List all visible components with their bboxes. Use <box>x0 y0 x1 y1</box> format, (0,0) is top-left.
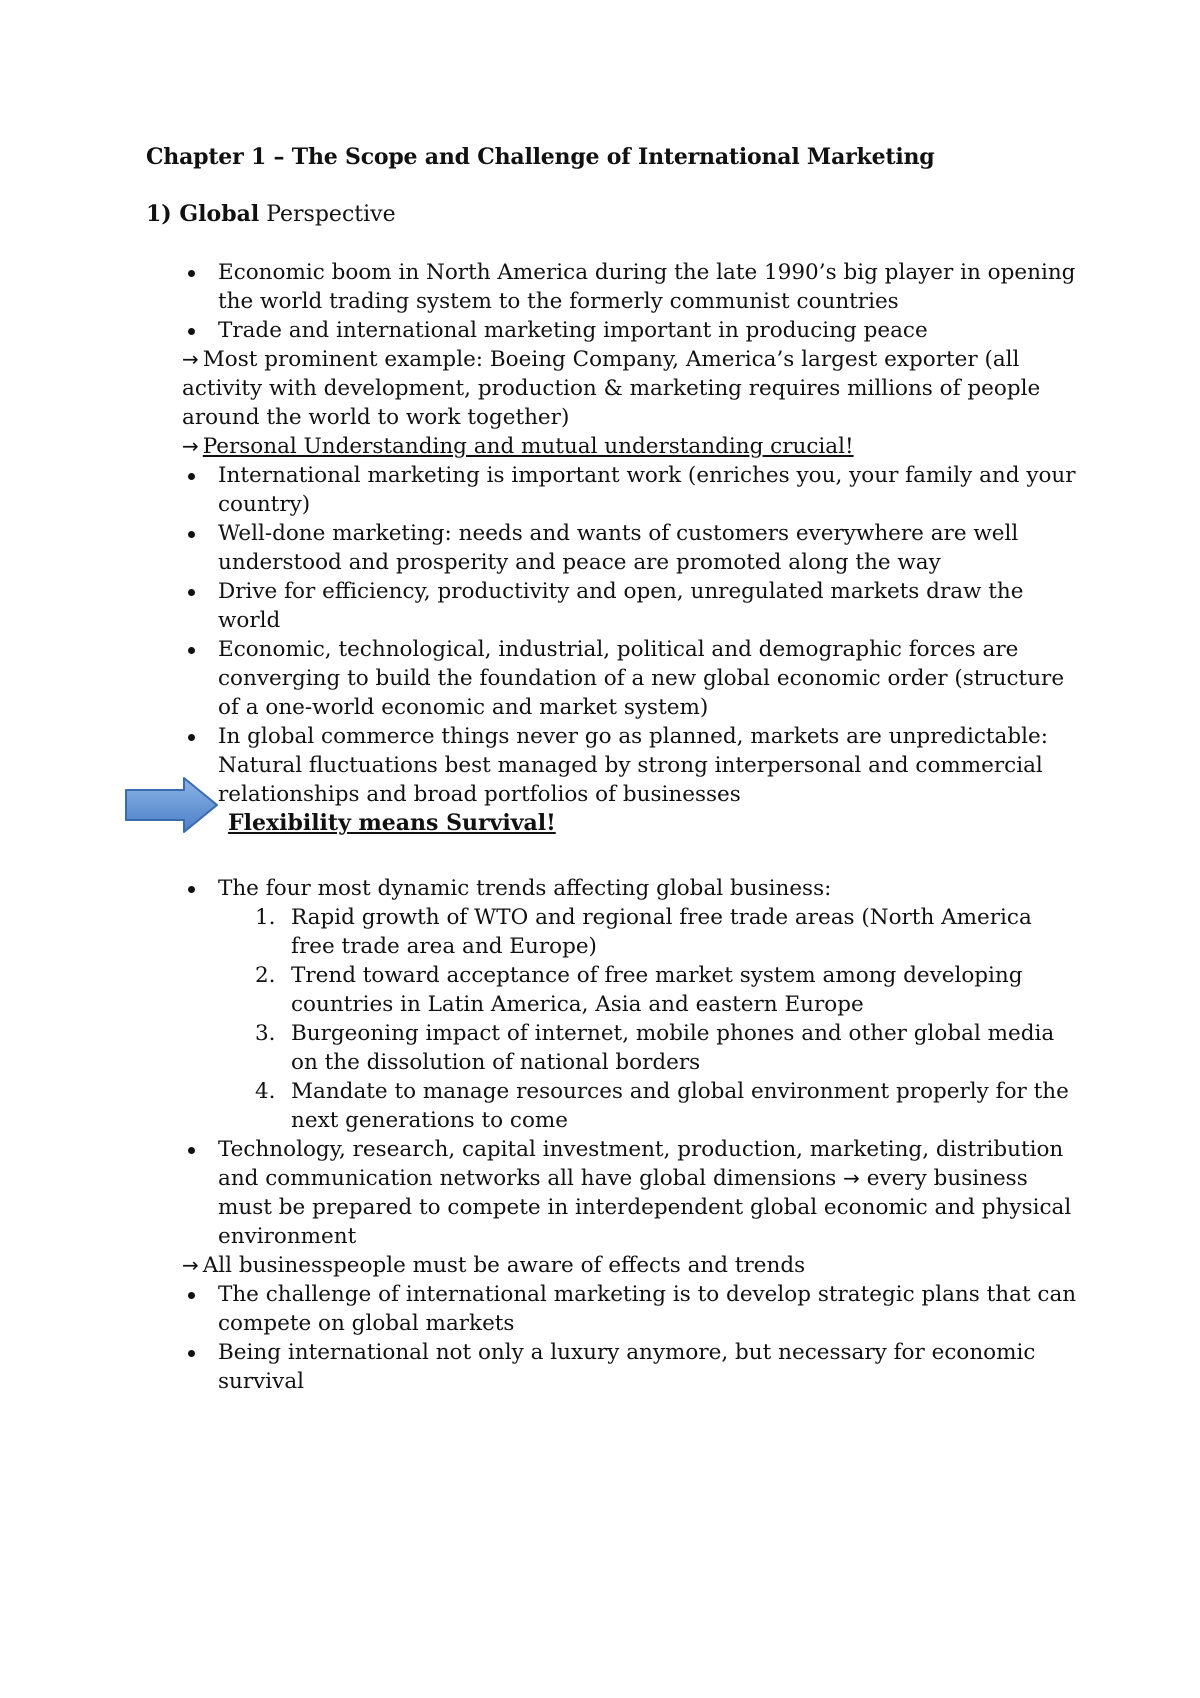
list-item-text: Drive for efficiency, productivity and open, unregulated markets draw the world <box>218 579 1024 633</box>
bullet-icon <box>188 647 195 654</box>
list-item-text: In global commerce things never go as planned, markets are unpredictable: Natural fluctuations best managed by strong interpersonal and commercial relationships and broad portfolios of businesses <box>218 724 1048 807</box>
bullet-icon <box>188 531 195 538</box>
list-item <box>182 635 1082 722</box>
list-item-text: Being international not only a luxury anymore, but necessary for economic survival <box>218 1340 1036 1394</box>
block-arrow-icon <box>124 776 220 834</box>
list-item-text: Well-done marketing: needs and wants of customers everywhere are well understood and prosperity and peace are promoted along the way <box>218 521 1019 575</box>
list-item <box>182 461 1082 519</box>
right-arrow-icon: → <box>843 1166 860 1190</box>
numbered-item <box>182 961 1082 1019</box>
section-number: 1) Global <box>146 201 260 227</box>
list-item-text: Economic boom in North America during the late 1990’s big player in opening the world trading system to the formerly communist countries <box>218 260 1076 314</box>
list-item <box>182 874 1082 903</box>
bullet-icon <box>188 1292 195 1299</box>
right-arrow-icon: → <box>182 347 199 371</box>
numbered-item-text: Burgeoning impact of internet, mobile phones and other global media on the dissolution of national borders <box>291 1021 1055 1075</box>
trends-list <box>182 874 1082 1396</box>
item-number: 3. <box>255 1021 276 1046</box>
flexibility-heading: Flexibility means Survival! <box>228 810 556 836</box>
list-item <box>182 258 1082 316</box>
numbered-item <box>182 1019 1082 1077</box>
list-item <box>182 1338 1082 1396</box>
list-item-text: Technology, research, capital investment, production, marketing, distribution and communication networks all have global dimensions <box>218 1137 1064 1191</box>
bullet-icon <box>188 1350 195 1357</box>
list-item-text: Economic, technological, industrial, political and demographic forces are converging to build the foundation of a new global economic order (structure of a one-world economic and market system) <box>218 637 1065 720</box>
bullet-icon <box>188 734 195 741</box>
list-item-text: The four most dynamic trends affecting global business: <box>218 876 832 901</box>
arrow-note-text: All businesspeople must be aware of effects and trends <box>202 1253 806 1278</box>
list-item <box>182 316 1082 345</box>
list-item <box>182 722 1082 809</box>
bullet-icon <box>188 1147 195 1154</box>
section-name: Perspective <box>259 202 396 227</box>
list-item <box>182 1280 1082 1338</box>
numbered-item-text: Rapid growth of WTO and regional free trade areas (North America free trade area and Europe) <box>291 905 1032 959</box>
item-number: 2. <box>255 963 276 988</box>
item-number: 4. <box>255 1079 276 1104</box>
right-arrow-icon: → <box>182 434 199 458</box>
list-item <box>182 1135 1082 1251</box>
bullet-icon <box>188 886 195 893</box>
item-number: 1. <box>255 905 276 930</box>
arrow-note-text: Most prominent example: Boeing Company, America’s largest exporter (all activity with development, production & marketing requires millions of people around the world to work together) <box>182 347 1041 430</box>
arrow-note-text: Personal Understanding and mutual understanding crucial! <box>202 434 854 459</box>
chapter-title: Chapter 1 – The Scope and Challenge of International Marketing <box>146 144 935 170</box>
list-item-text: Trade and international marketing important in producing peace <box>218 318 928 343</box>
list-item-text: every business must be prepared to compete in interdependent global economic and physical environment <box>218 1166 1072 1249</box>
bullet-icon <box>188 328 195 335</box>
arrow-note <box>182 432 1082 461</box>
section-heading <box>146 201 396 227</box>
list-item-text: International marketing is important work (enriches you, your family and your country) <box>218 463 1076 517</box>
bullet-icon <box>188 589 195 596</box>
bullet-icon <box>188 270 195 277</box>
global-perspective-list <box>182 258 1082 809</box>
list-item <box>182 577 1082 635</box>
right-arrow-icon: → <box>182 1253 199 1277</box>
arrow-note <box>182 1251 1082 1280</box>
bullet-icon <box>188 473 195 480</box>
numbered-item <box>182 903 1082 961</box>
numbered-item <box>182 1077 1082 1135</box>
list-item-text: The challenge of international marketing is to develop strategic plans that can compete on global markets <box>218 1282 1077 1336</box>
list-item <box>182 519 1082 577</box>
numbered-item-text: Mandate to manage resources and global environment properly for the next generations to come <box>291 1079 1069 1133</box>
arrow-note <box>182 345 1082 432</box>
numbered-item-text: Trend toward acceptance of free market system among developing countries in Latin America, Asia and eastern Europe <box>291 963 1023 1017</box>
